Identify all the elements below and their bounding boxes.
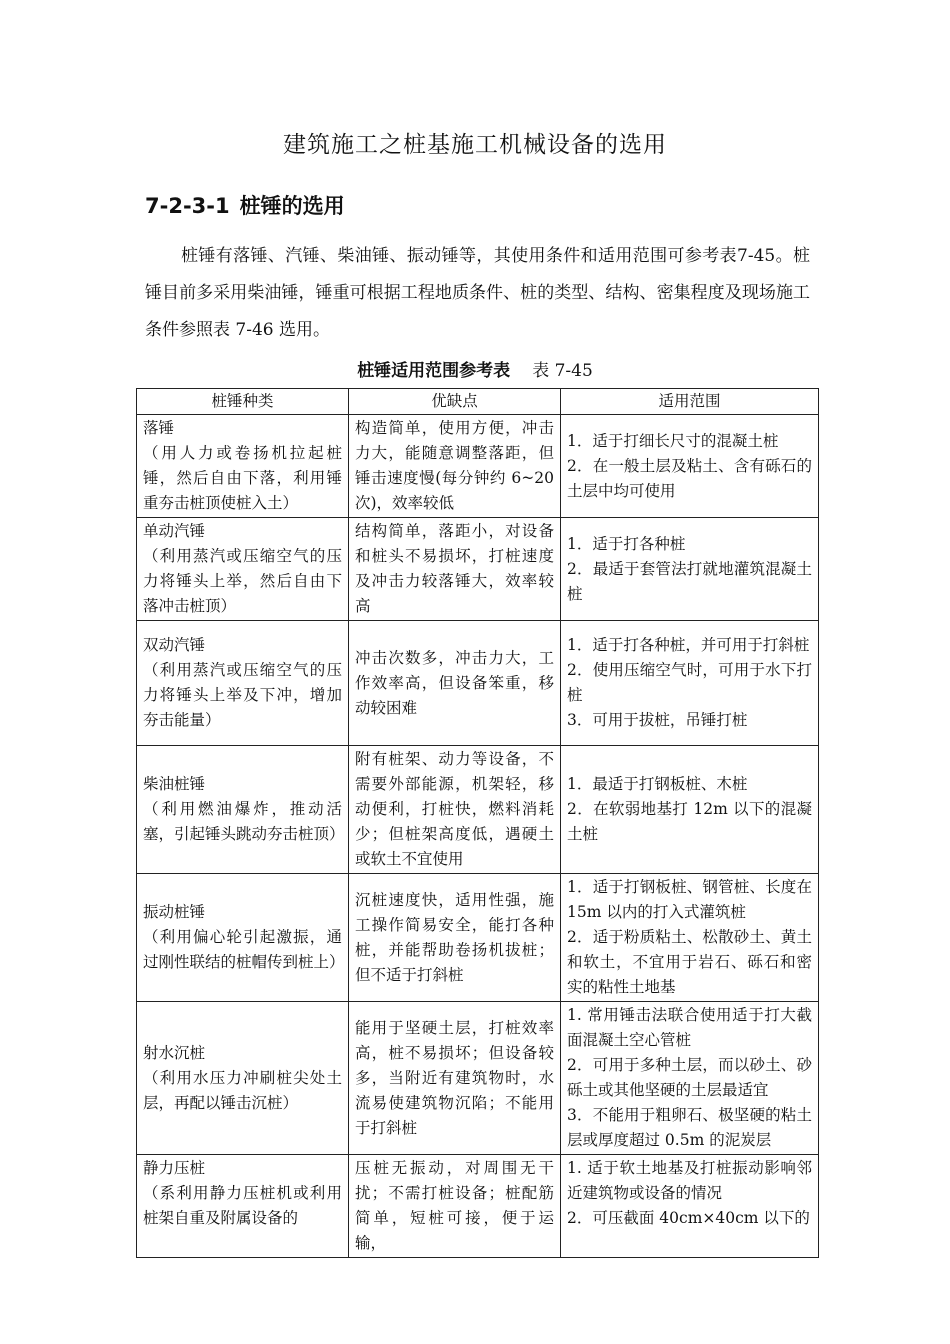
- scope-cell: [561, 746, 819, 874]
- table-caption: [0, 356, 950, 381]
- pros-cons-cell: 构造简单，使用方便，冲击力大，能随意调整落距，但锤击速度慢(每分钟约 6~20 次)，效率较低: [349, 415, 561, 518]
- scope-item: 2．使用压缩空气时，可用于水下打桩: [567, 661, 812, 704]
- hammer-name: 双动汽锤: [143, 636, 206, 654]
- hammer-desc: （利用蒸汽或压缩空气的压力将锤头上举及下冲，增加夯击能量）: [143, 661, 342, 729]
- hammer-desc: （利用蒸汽或压缩空气的压力将锤头上举，然后自由下落冲击桩顶）: [143, 547, 342, 615]
- scope-cell: [561, 621, 819, 746]
- scope-item: 2．可压截面 40cm×40cm 以下的: [567, 1209, 810, 1227]
- header-hammer-type: 桩锤种类: [137, 389, 349, 415]
- scope-item: 2．最适于套管法打就地灌筑混凝土桩: [567, 559, 812, 603]
- header-scope: 适用范围: [561, 389, 819, 415]
- scope-cell: [561, 415, 819, 518]
- table-row: [137, 621, 819, 746]
- scope-cell: [561, 518, 819, 621]
- hammer-type-cell: [137, 415, 349, 518]
- table-row: [137, 518, 819, 621]
- hammer-desc: （系利用静力压桩机或利用桩架自重及附属设备的: [143, 1184, 342, 1227]
- pros-cons-cell: 压桩无振动，对周围无干扰；不需打桩设备；桩配筋简单，短桩可接，便于运输，: [349, 1155, 561, 1258]
- table-row: [137, 1002, 819, 1155]
- hammer-desc: （用人力或卷扬机拉起桩锤，然后自由下落，利用锤重夯击桩顶使桩入土）: [143, 444, 342, 512]
- pros-cons-cell: 沉桩速度快，适用性强，施工操作简易安全，能打各种桩，并能帮助卷扬机拔桩；但不适于打斜桩: [349, 874, 561, 1002]
- hammer-type-cell: [137, 621, 349, 746]
- scope-item: 3．不能用于粗卵石、极坚硬的粘土层或厚度超过 0.5m 的泥炭层: [567, 1106, 812, 1149]
- hammer-type-cell: [137, 518, 349, 621]
- section-heading: [145, 190, 345, 220]
- hammer-desc: （利用水压力冲刷桩尖处土层，再配以锤击沉桩）: [143, 1068, 342, 1112]
- scope-item: 2．适于粉质粘土、松散砂土、黄土和软土，不宜用于岩石、砾石和密实的粘性土地基: [567, 928, 812, 996]
- scope-item: 2．在软弱地基打 12m 以下的混凝土桩: [567, 800, 812, 843]
- table-caption-title: 桩锤适用范围参考表: [357, 361, 511, 381]
- hammer-name: 单动汽锤: [143, 522, 206, 540]
- hammer-type-cell: [137, 746, 349, 874]
- section-title: 桩锤的选用: [239, 194, 345, 218]
- table-row: [137, 874, 819, 1002]
- scope-item: 2．在一般土层及粘土、含有砾石的土层中均可使用: [567, 456, 812, 500]
- hammer-name: 柴油桩锤: [143, 775, 206, 793]
- table-header-row: [137, 389, 819, 415]
- pile-hammer-table: [136, 388, 819, 1258]
- body-paragraph: 桩锤有落锤、汽锤、柴油锤、振动锤等，其使用条件和适用范围可参考表7-45。桩锤目前多采用柴油锤，锤重可根据工程地质条件、桩的类型、结构、密集程度及现场施工条件参照表 7-46 选用。: [145, 246, 810, 340]
- hammer-desc: （利用燃油爆炸，推动活塞，引起锤头跳动夯击桩顶）: [143, 800, 345, 843]
- hammer-type-cell: [137, 874, 349, 1002]
- page-title: 建筑施工之桩基施工机械设备的选用: [283, 132, 667, 158]
- pros-cons-cell: 结构简单，落距小，对设备和桩头不易损坏，打桩速度及冲击力较落锤大，效率较高: [349, 518, 561, 621]
- scope-item: 1．适于打各种桩: [567, 534, 686, 553]
- scope-item: 1．适于打钢板桩、钢管桩、长度在 15m 以内的打入式灌筑桩: [567, 878, 812, 921]
- hammer-type-cell: [137, 1002, 349, 1155]
- header-pros-cons: 优缺点: [349, 389, 561, 415]
- scope-cell: [561, 874, 819, 1002]
- hammer-name: 静力压桩: [143, 1159, 206, 1177]
- scope-item: 1. 常用锤击法联合使用适于打大截面混凝土空心管桩: [567, 1006, 812, 1049]
- scope-item: 2．可用于多种土层，而以砂土、砂砾土或其他坚硬的土层最适宜: [567, 1056, 812, 1099]
- scope-item: 1．最适于打钢板桩、木桩: [567, 775, 748, 793]
- table-caption-number: 表 7-45: [532, 361, 593, 381]
- scope-item: 1. 适于软土地基及打桩振动影响邻近建筑物或设备的情况: [567, 1159, 812, 1202]
- hammer-type-cell: [137, 1155, 349, 1258]
- table-row: [137, 1155, 819, 1258]
- pros-cons-cell: 冲击次数多，冲击力大，工作效率高，但设备笨重，移动较困难: [349, 621, 561, 746]
- scope-cell: [561, 1002, 819, 1155]
- table-row: [137, 746, 819, 874]
- table-row: [137, 415, 819, 518]
- pros-cons-cell: 附有桩架、动力等设备，不需要外部能源，机架轻，移动便利，打桩快，燃料消耗少；但桩架高度低，遇硬土或软土不宜使用: [349, 746, 561, 874]
- hammer-name: 振动桩锤: [143, 903, 206, 921]
- hammer-name: 射水沉桩: [143, 1043, 206, 1062]
- hammer-desc: （利用偏心轮引起激振，通过刚性联结的桩帽传到桩上）: [143, 928, 345, 971]
- scope-item: 1．适于打细长尺寸的混凝土桩: [567, 431, 779, 450]
- pros-cons-cell: 能用于坚硬土层，打桩效率高，桩不易损坏；但设备较多，当附近有建筑物时，水流易使建筑物沉陷；不能用于打斜桩: [349, 1002, 561, 1155]
- scope-cell: [561, 1155, 819, 1258]
- section-number: 7-2-3-1: [145, 194, 230, 218]
- scope-item: 1．适于打各种桩，并可用于打斜桩: [567, 636, 810, 654]
- hammer-name: 落锤: [143, 419, 175, 437]
- scope-item: 3．可用于拔桩，吊锤打桩: [567, 711, 748, 729]
